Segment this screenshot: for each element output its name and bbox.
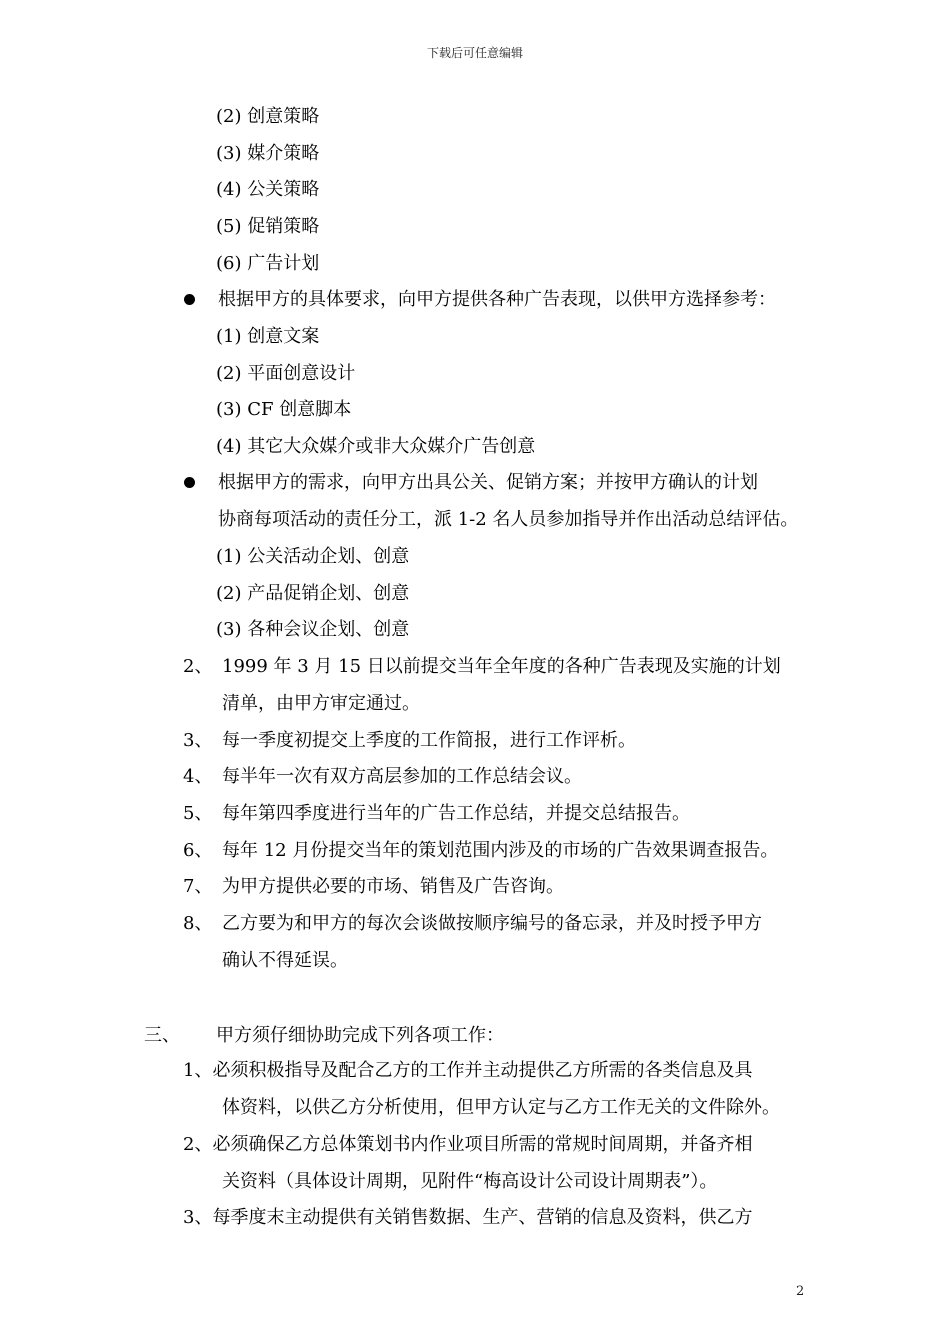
page-number: 2 [796, 1284, 805, 1299]
list-item: (6) 广告计划 [216, 253, 320, 274]
item-text: 确认不得延误。 [222, 950, 348, 971]
list-item: (2) 平面创意设计 [216, 363, 356, 384]
list-item: (3) 各种会议企划、创意 [216, 619, 410, 640]
bullet-icon [184, 477, 195, 488]
page-header: 下载后可任意编辑 [426, 46, 523, 60]
list-item: (2) 创意策略 [216, 106, 320, 127]
list-item: (3) 媒介策略 [216, 143, 320, 164]
item-text: 2、必须确保乙方总体策划书内作业项目所需的常规时间周期，并备齐相 [183, 1134, 753, 1155]
item-number: 5、 [183, 803, 213, 824]
list-item: (4) 公关策略 [216, 179, 320, 200]
bullet-icon [184, 294, 195, 305]
list-item: (5) 促销策略 [216, 216, 320, 237]
item-text: 每一季度初提交上季度的工作简报，进行工作评析。 [222, 730, 636, 751]
list-item: (4) 其它大众媒介或非大众媒介广告创意 [216, 436, 536, 457]
item-text: 每年 12 月份提交当年的策划范围内涉及的市场的广告效果调查报告。 [222, 840, 779, 861]
item-text: 乙方要为和甲方的每次会谈做按顺序编号的备忘录，并及时授予甲方 [222, 913, 762, 934]
item-text: 关资料（具体设计周期，见附件“梅高设计公司设计周期表”）。 [222, 1171, 718, 1192]
item-number: 2、 [183, 656, 213, 677]
item-text: 体资料，以供乙方分析使用，但甲方认定与乙方工作无关的文件除外。 [222, 1097, 780, 1118]
bullet-text: 根据甲方的具体要求，向甲方提供各种广告表现，以供甲方选择参考： [218, 289, 776, 310]
item-text: 3、每季度末主动提供有关销售数据、生产、营销的信息及资料，供乙方 [183, 1207, 753, 1228]
list-item: (1) 公关活动企划、创意 [216, 546, 410, 567]
item-text: 每半年一次有双方高层参加的工作总结会议。 [222, 766, 582, 787]
list-item: (1) 创意文案 [216, 326, 320, 347]
item-text: 1、必须积极指导及配合乙方的工作并主动提供乙方所需的各类信息及具 [183, 1060, 753, 1081]
section-number: 三、 [144, 1025, 180, 1046]
item-text: 1999 年 3 月 15 日以前提交当年全年度的各种广告表现及实施的计划 [222, 656, 781, 677]
list-item: (3) CF 创意脚本 [216, 399, 352, 420]
bullet-text: 根据甲方的需求，向甲方出具公关、促销方案；并按甲方确认的计划 [218, 472, 758, 493]
bullet-text: 协商每项活动的责任分工，派 1-2 名人员参加指导并作出活动总结评估。 [218, 509, 799, 530]
item-number: 7、 [183, 876, 213, 897]
item-number: 3、 [183, 730, 213, 751]
item-number: 6、 [183, 840, 213, 861]
section-title: 甲方须仔细协助完成下列各项工作： [216, 1025, 504, 1046]
item-text: 为甲方提供必要的市场、销售及广告咨询。 [222, 876, 564, 897]
item-text: 每年第四季度进行当年的广告工作总结，并提交总结报告。 [222, 803, 690, 824]
item-number: 8、 [183, 913, 213, 934]
item-text: 清单，由甲方审定通过。 [222, 693, 420, 714]
item-number: 4、 [183, 766, 213, 787]
list-item: (2) 产品促销企划、创意 [216, 583, 410, 604]
